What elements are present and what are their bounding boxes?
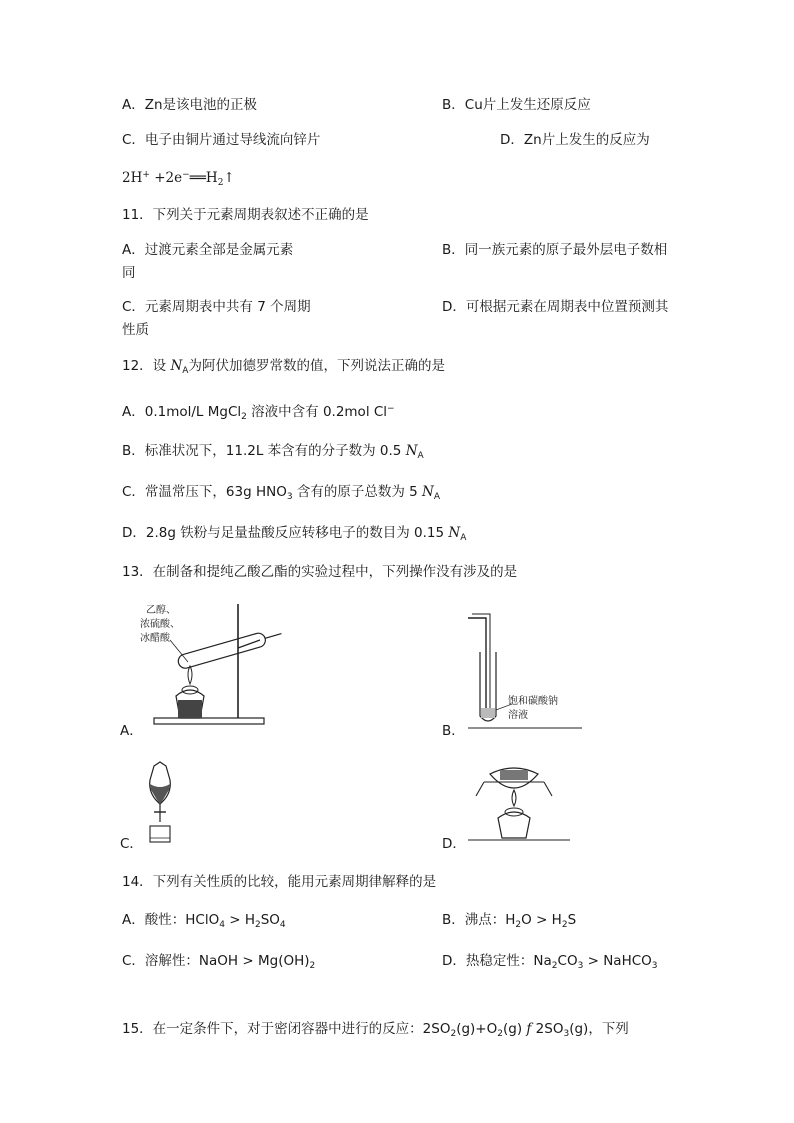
q14-option-a: A．酸性：HClO$_4$ > $H_2SO_4$	[122, 912, 286, 930]
q14-option-d: D．热稳定性：$Na_2CO_3$ > NaHCO$_3$	[442, 953, 658, 971]
q10-option-c: C．电子由铜片通过导线流向锌片	[122, 132, 321, 148]
q13-figure-d	[464, 762, 574, 844]
q10-option-b: B．Cu片上发生还原反应	[442, 97, 591, 113]
figure-b-label-line1: 饱和碳酸钠	[508, 696, 558, 707]
q13-label-c: C．	[120, 836, 143, 852]
figure-a-label-acid: 浓硫酸、	[140, 619, 180, 630]
q12-option-b: B．标准状况下，11.2L 苯含有的分子数为 0.5 $N_A$	[122, 443, 424, 461]
q14-option-b: B．沸点：$H_2O > H_2S$	[442, 912, 577, 930]
q11-option-a: A．过渡元素全部是金属元素	[122, 242, 294, 258]
q13-figure-c	[140, 760, 180, 850]
q12-option-d: D．2.8g 铁粉与足量盐酸反应转移电子的数目为 0.15 $N_A$	[122, 525, 467, 543]
q10-option-d: D．Zn片上发生的反应为	[500, 132, 650, 148]
q13-figure-b	[462, 612, 592, 734]
figure-a-label-ethanol: 乙醇、	[146, 605, 176, 616]
q13-stem: 13．在制备和提纯乙酸乙酯的实验过程中，下列操作没有涉及的是	[122, 564, 518, 580]
q10-option-a: A．Zn是该电池的正极	[122, 97, 258, 113]
q13-figure-a	[140, 600, 300, 730]
q11-option-b-cont: 同	[122, 265, 136, 281]
q15-stem: 15．在一定条件下，对于密闭容器中进行的反应：$2SO_2(g)+O_2(g)$ f $2SO_3(g)$，下列	[122, 1021, 629, 1039]
q12-option-a: A．0.1mol/L MgCl$_2$ 溶液中含有 0.2mol Cl−	[122, 404, 395, 422]
q14-stem: 14．下列有关性质的比较，能用元素周期律解释的是	[122, 874, 437, 890]
q11-option-b: B．同一族元素的原子最外层电子数相	[442, 242, 668, 258]
q12-stem: 12．设 $N_A$为阿伏加德罗常数的值，下列说法正确的是	[122, 358, 445, 376]
q14-option-c: C．溶解性：NaOH > $Mg(OH)_2$	[122, 953, 316, 971]
figure-b-label-line2: 溶液	[508, 710, 528, 721]
q11-option-c: C．元素周期表中共有 7 个周期	[122, 299, 311, 315]
q12-option-c: C．常温常压下，63g $HNO_3$ 含有的原子总数为 5 $N_A$	[122, 484, 441, 502]
q10-equation: $2H^+ +2e^-══H_2↑$	[122, 170, 235, 188]
q13-label-a: A．	[120, 723, 143, 739]
q13-label-d: D．	[442, 836, 466, 852]
figure-a-label-acetic: 冰醋酸	[140, 633, 170, 644]
q11-option-d: D．可根据元素在周期表中位置预测其	[442, 299, 669, 315]
q11-option-d-cont: 性质	[122, 322, 149, 338]
q13-label-b: B．	[442, 723, 465, 739]
q11-stem: 11．下列关于元素周期表叙述不正确的是	[122, 207, 369, 223]
